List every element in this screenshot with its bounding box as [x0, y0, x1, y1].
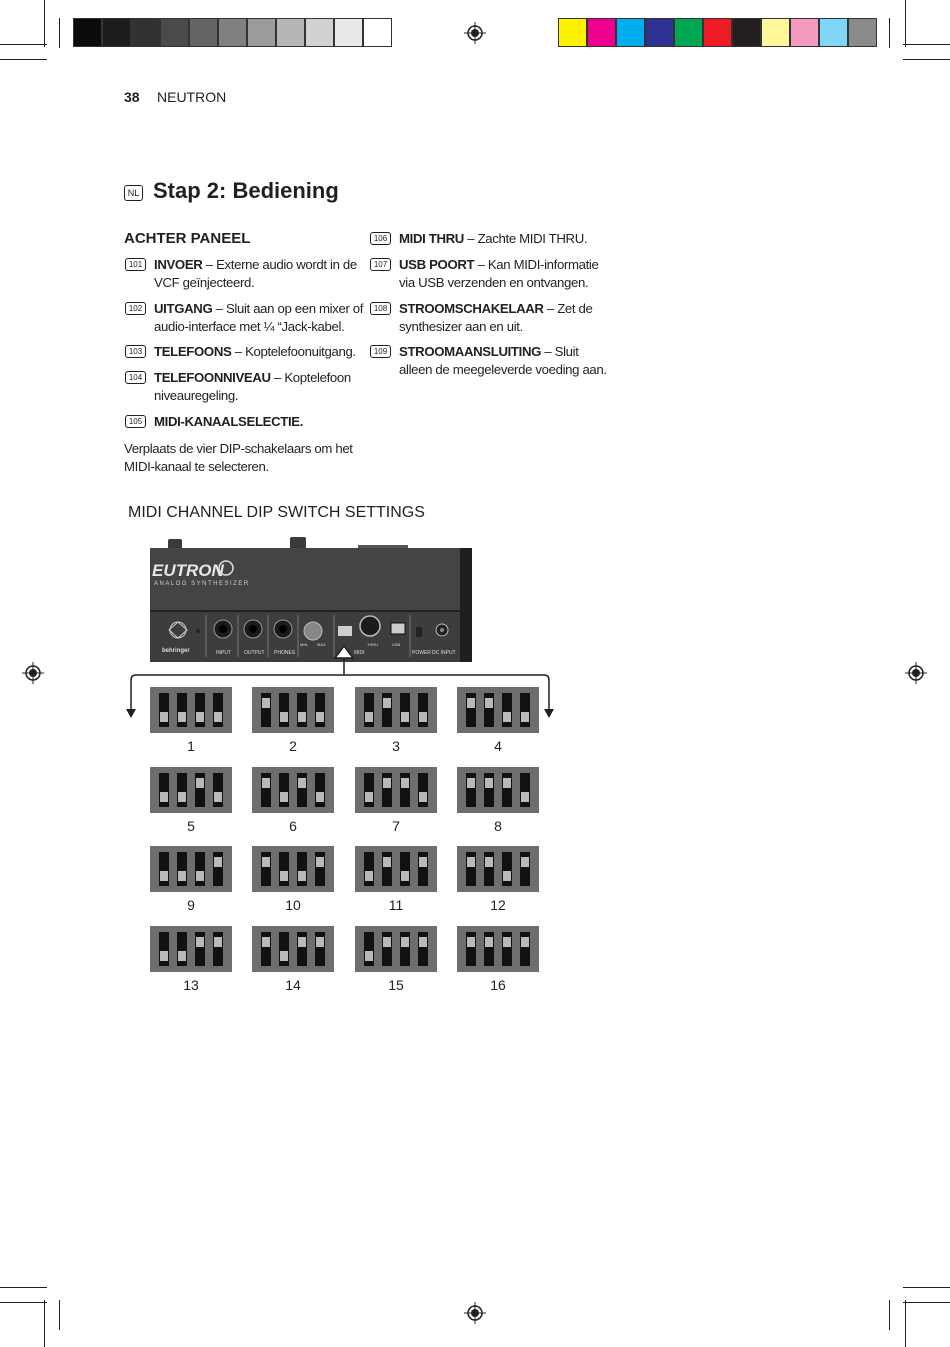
item-term: STROOMSCHAKELAAR [399, 301, 544, 316]
dip-switch-knob [280, 712, 288, 722]
list-item [128, 369, 364, 404]
dip-switch [279, 693, 289, 727]
color-swatch [645, 18, 674, 47]
item-number: 103 [125, 345, 146, 358]
dip-switch-knob [365, 871, 373, 881]
dip-switch-knob [262, 857, 270, 867]
dip-switch-knob [467, 698, 475, 708]
dip-switch [279, 852, 289, 886]
channel-label: 7 [392, 818, 400, 834]
dip-switch-knob [280, 792, 288, 802]
dip-switch [297, 693, 307, 727]
figure-title: MIDI CHANNEL DIP SWITCH SETTINGS [128, 504, 425, 521]
dip-switch [364, 773, 374, 807]
dip-switch [364, 932, 374, 966]
phones-label: PHONES [274, 650, 296, 656]
channel-label: 15 [388, 977, 404, 993]
dip-switch-knob [485, 778, 493, 788]
dip-switch-knob [383, 857, 391, 867]
dip-switch [466, 693, 476, 727]
dip-switch-knob [196, 712, 204, 722]
dip-switch-knob [214, 792, 222, 802]
item-number: 104 [125, 371, 146, 384]
dip-switch-block [252, 687, 334, 733]
dip-switch-block [252, 846, 334, 892]
min-label: MIN [300, 642, 308, 647]
dip-switch-block [150, 846, 232, 892]
dip-switch-knob [401, 871, 409, 881]
dip-switch-block [150, 767, 232, 813]
dip-switch-knob [503, 871, 511, 881]
item-desc: – Zet de synthesizer aan en uit. [399, 301, 593, 334]
crop-mark [889, 18, 890, 48]
dip-switch-knob [262, 698, 270, 708]
registration-mark-icon [905, 662, 927, 684]
list-item [373, 256, 609, 291]
input-label: INPUT [216, 650, 231, 656]
crop-mark [905, 1300, 906, 1347]
dip-switch-knob [316, 937, 324, 947]
panel-brand: behringer [162, 648, 190, 654]
item-number: 106 [370, 232, 391, 245]
dip-switch-knob [467, 857, 475, 867]
list-item [373, 300, 609, 335]
body-paragraph: Verplaats de vier DIP-schakelaars om het MIDI-kanaal te selecteren. [124, 441, 353, 474]
dip-switch-knob [298, 871, 306, 881]
dip-switch [195, 932, 205, 966]
dip-switch-block [355, 767, 437, 813]
dip-switch-knob [383, 937, 391, 947]
dip-switch-block [457, 846, 539, 892]
crop-mark [903, 59, 950, 60]
dip-switch-block [355, 926, 437, 972]
dip-switch [364, 693, 374, 727]
list-item [128, 256, 364, 291]
dip-switch-knob [485, 857, 493, 867]
crop-mark [0, 44, 47, 45]
list-item [128, 413, 364, 431]
channel-label: 14 [285, 977, 301, 993]
dip-switch [213, 693, 223, 727]
color-swatch [732, 18, 761, 47]
dip-switch-knob [365, 792, 373, 802]
channel-label: 16 [490, 977, 506, 993]
list-item [373, 230, 609, 248]
color-swatch [790, 18, 819, 47]
dip-switch-knob [503, 778, 511, 788]
item-term: UITGANG [154, 301, 213, 316]
item-desc: – Koptelefoonuitgang. [231, 344, 356, 359]
dip-switch [520, 852, 530, 886]
dip-switch-knob [503, 937, 511, 947]
dip-switch [382, 932, 392, 966]
dip-switch [520, 693, 530, 727]
gray-swatch [73, 18, 102, 47]
dip-switch [195, 852, 205, 886]
dip-switch-knob [178, 951, 186, 961]
dip-switch [279, 773, 289, 807]
dip-switch [315, 852, 325, 886]
dc-input-label: DC INPUT [432, 650, 456, 656]
crop-mark [903, 44, 950, 45]
dip-switch-knob [178, 792, 186, 802]
usb-label: USB [392, 642, 401, 647]
channel-label: 8 [494, 818, 502, 834]
dip-switch-knob [280, 871, 288, 881]
dip-switch [279, 932, 289, 966]
channel-label: 13 [183, 977, 199, 993]
dip-switch-knob [160, 871, 168, 881]
dip-switch [520, 773, 530, 807]
item-number: 105 [125, 415, 146, 428]
language-badge: NL [124, 185, 143, 201]
page-title: Stap 2: Bediening [153, 178, 339, 203]
item-term: INVOER [154, 257, 203, 272]
gray-swatch [363, 18, 392, 47]
item-number: 108 [370, 302, 391, 315]
item-term: MIDI THRU [399, 231, 464, 246]
item-term: TELEFOONNIVEAU [154, 370, 271, 385]
dip-switch-knob [401, 937, 409, 947]
dip-switch-knob [401, 712, 409, 722]
dip-switch [502, 773, 512, 807]
crop-mark [44, 0, 45, 47]
item-term: STROOMAANSLUITING [399, 344, 542, 359]
dip-switch [261, 693, 271, 727]
dip-switch [315, 773, 325, 807]
dip-switch-knob [298, 778, 306, 788]
item-desc: – Sluit aan op een mixer of audio-interface met ¼ “Jack-kabel. [154, 301, 364, 334]
dip-switch-knob [467, 937, 475, 947]
dip-switch [484, 852, 494, 886]
dip-switch [382, 773, 392, 807]
dip-switch [261, 852, 271, 886]
midi-label: MIDI [354, 650, 365, 656]
channel-label: 4 [494, 738, 502, 754]
color-swatch [616, 18, 645, 47]
dip-switch [213, 932, 223, 966]
dip-switch [418, 932, 428, 966]
dip-switch-knob [214, 937, 222, 947]
dip-switch-block [252, 767, 334, 813]
dip-switch-knob [365, 951, 373, 961]
dip-switch-knob [316, 857, 324, 867]
dip-switch [159, 932, 169, 966]
crop-mark [59, 18, 60, 48]
item-desc: – Sluit alleen de meegeleverde voeding aan. [399, 344, 607, 377]
dip-switch-knob [316, 792, 324, 802]
item-desc: – Zachte MIDI THRU. [463, 231, 588, 246]
dip-switch-knob [521, 857, 529, 867]
dip-switch-knob [262, 778, 270, 788]
dip-switch-block [355, 687, 437, 733]
dip-switch [484, 773, 494, 807]
gray-swatch [189, 18, 218, 47]
dip-switch [297, 852, 307, 886]
dip-switch-knob [485, 937, 493, 947]
dip-switch [159, 693, 169, 727]
channel-label: 10 [285, 897, 301, 913]
dip-switch [213, 773, 223, 807]
list-item [373, 343, 609, 378]
channel-label: 1 [187, 738, 195, 754]
gray-swatch [218, 18, 247, 47]
dip-switch-knob [160, 951, 168, 961]
dip-switch [400, 852, 410, 886]
channel-label: 6 [289, 818, 297, 834]
item-number: 102 [125, 302, 146, 315]
item-term: TELEFOONS [154, 344, 232, 359]
crop-mark [0, 1287, 47, 1288]
panel-logo: EUTRON [152, 561, 224, 580]
item-term: MIDI-KANAALSELECTIE. [154, 414, 304, 429]
running-header: NEUTRON [157, 89, 227, 105]
gray-swatch [131, 18, 160, 47]
color-swatch [558, 18, 587, 47]
dip-switch [177, 852, 187, 886]
dip-switch [466, 932, 476, 966]
dip-switch [213, 852, 223, 886]
max-label: MAX [317, 642, 326, 647]
dip-switch-knob [503, 712, 511, 722]
item-desc: – Kan MIDI-informatie via USB verzenden en ontvangen. [399, 257, 599, 290]
dip-switch-knob [214, 857, 222, 867]
output-label: OUTPUT [244, 650, 265, 656]
dip-switch [315, 693, 325, 727]
registration-mark-icon [22, 662, 44, 684]
dip-switch-knob [383, 698, 391, 708]
item-desc: – Koptelefoon niveauregeling. [154, 370, 351, 403]
registration-mark-icon [464, 22, 486, 44]
dip-switch-knob [316, 712, 324, 722]
dip-switch-knob [467, 778, 475, 788]
crop-mark [889, 1300, 890, 1330]
color-swatch [587, 18, 616, 47]
item-number: 109 [370, 345, 391, 358]
channel-label: 9 [187, 897, 195, 913]
dip-switch [502, 852, 512, 886]
dip-switch-knob [521, 792, 529, 802]
dip-switch-block [252, 926, 334, 972]
dip-switch-knob [160, 712, 168, 722]
dip-switch-knob [298, 712, 306, 722]
crop-mark [903, 1287, 950, 1288]
dip-switch [400, 932, 410, 966]
item-desc: – Externe audio wordt in de VCF geïnjecteerd. [154, 257, 357, 290]
gray-swatch [276, 18, 305, 47]
dip-switch [466, 773, 476, 807]
dip-switch-knob [419, 712, 427, 722]
dip-switch [177, 693, 187, 727]
gray-swatch [334, 18, 363, 47]
dip-switch-knob [401, 778, 409, 788]
dip-switch-knob [178, 871, 186, 881]
dip-switch-knob [196, 937, 204, 947]
dip-switch-knob [365, 712, 373, 722]
channel-label: 11 [388, 897, 404, 913]
crop-mark [0, 1302, 47, 1303]
color-swatch [819, 18, 848, 47]
dip-switch [502, 693, 512, 727]
crop-mark [59, 1300, 60, 1330]
dip-switch-knob [160, 792, 168, 802]
registration-mark-icon [464, 1302, 486, 1324]
dip-switch [382, 852, 392, 886]
gray-swatch [305, 18, 334, 47]
dip-switch [502, 932, 512, 966]
crop-mark [44, 1300, 45, 1347]
dip-switch-knob [298, 937, 306, 947]
thru-label: THRU [367, 642, 379, 647]
dip-switch [159, 852, 169, 886]
dip-switch [466, 852, 476, 886]
dip-switch-knob [262, 937, 270, 947]
dip-switch-block [150, 926, 232, 972]
dip-switch [297, 932, 307, 966]
dip-switch-knob [178, 712, 186, 722]
dip-switch [484, 932, 494, 966]
dip-switch-knob [419, 937, 427, 947]
dip-switch [177, 932, 187, 966]
crop-mark [903, 1302, 950, 1303]
dip-switch-knob [214, 712, 222, 722]
dip-switch-knob [280, 951, 288, 961]
crop-mark [905, 0, 906, 47]
dip-switch [484, 693, 494, 727]
dip-switch [382, 693, 392, 727]
dip-switch [400, 773, 410, 807]
page-number: 38 [124, 89, 140, 105]
dip-switch [195, 693, 205, 727]
list-item [128, 343, 364, 361]
dip-switch-knob [196, 778, 204, 788]
dip-switch [177, 773, 187, 807]
crop-mark [0, 59, 47, 60]
dip-switch [297, 773, 307, 807]
dip-switch-knob [521, 937, 529, 947]
dip-switch-knob [419, 857, 427, 867]
dip-switch [520, 932, 530, 966]
panel-subtitle: ANALOG SYNTHESIZER [154, 581, 250, 587]
power-label: POWER [412, 650, 431, 656]
dip-switch [364, 852, 374, 886]
color-swatch [703, 18, 732, 47]
dip-switch-knob [383, 778, 391, 788]
channel-label: 12 [490, 897, 506, 913]
gray-swatch [160, 18, 189, 47]
dip-switch [418, 773, 428, 807]
dip-switch [400, 693, 410, 727]
dip-switch-block [457, 687, 539, 733]
dip-switch-block [150, 687, 232, 733]
dip-switch [418, 693, 428, 727]
gray-swatch [102, 18, 131, 47]
dip-switch [418, 852, 428, 886]
item-term: USB POORT [399, 257, 475, 272]
channel-label: 3 [392, 738, 400, 754]
item-number: 101 [125, 258, 146, 271]
channel-label: 5 [187, 818, 195, 834]
dip-switch-block [457, 926, 539, 972]
dip-switch [195, 773, 205, 807]
list-item [128, 300, 364, 335]
dip-switch-block [355, 846, 437, 892]
dip-switch-knob [485, 698, 493, 708]
channel-label: 2 [289, 738, 297, 754]
dip-switch-knob [196, 871, 204, 881]
color-swatch [848, 18, 877, 47]
color-swatch [761, 18, 790, 47]
dip-switch [261, 932, 271, 966]
dip-switch-knob [419, 792, 427, 802]
section-heading: ACHTER PANEEL [124, 230, 251, 247]
item-number: 107 [370, 258, 391, 271]
color-swatch [674, 18, 703, 47]
dip-switch-knob [521, 712, 529, 722]
dip-switch [159, 773, 169, 807]
gray-swatch [247, 18, 276, 47]
dip-switch [315, 932, 325, 966]
dip-switch-block [457, 767, 539, 813]
dip-switch [261, 773, 271, 807]
